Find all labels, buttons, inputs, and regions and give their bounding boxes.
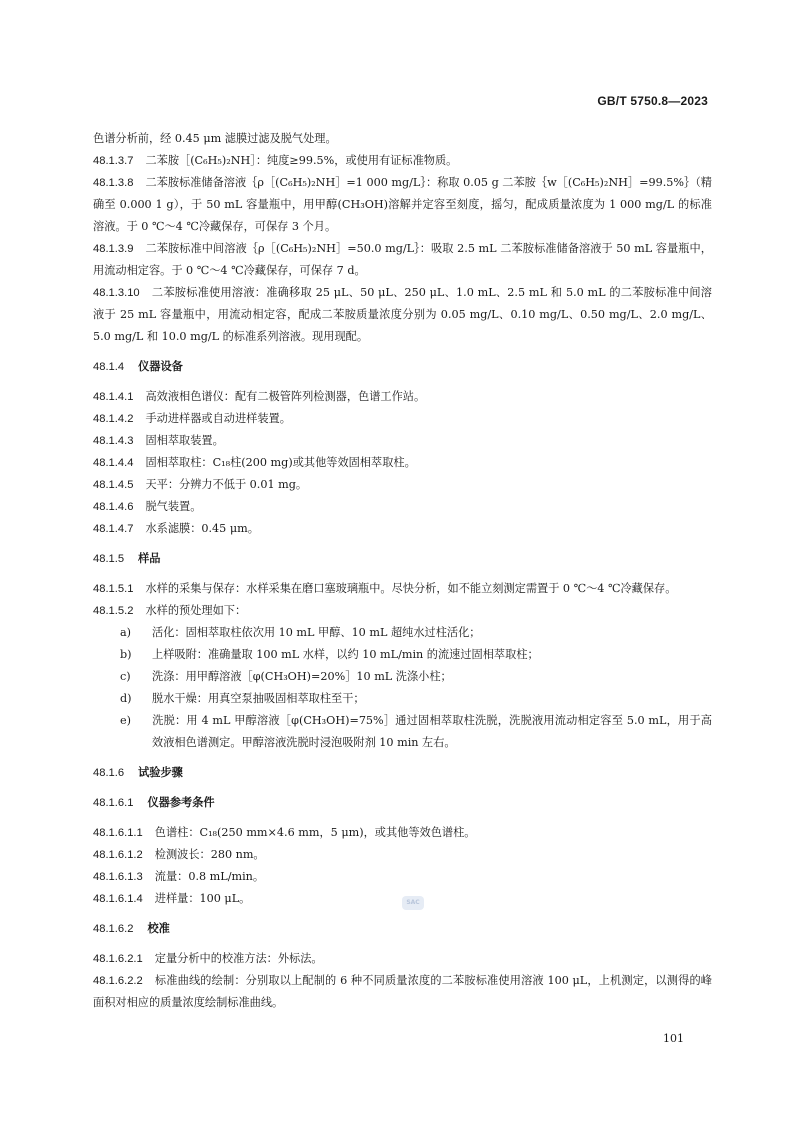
clause-48-1-4-2: 48.1.4.2 手动进样器或自动进样装置。 <box>93 412 291 425</box>
clause-48-1-4-5: 48.1.4.5 天平：分辨力不低于 0.01 mg。 <box>93 478 308 491</box>
section-heading-procedure: 48.1.6 试验步骤 <box>93 767 183 779</box>
clause-48-1-6-1-4: 48.1.6.1.4 进样量：100 μL。 <box>93 892 251 905</box>
clause-48-1-6-1-1: 48.1.6.1.1 色谱柱：C₁₈(250 mm×4.6 mm，5 μm)，或其他等效色谱柱。 <box>93 826 476 839</box>
clause-48-1-6-1-2: 48.1.6.1.2 检测波长：280 nm。 <box>93 848 265 861</box>
section-heading-samples: 48.1.5 样品 <box>93 553 161 565</box>
clause-48-1-6-1-3: 48.1.6.1.3 流量：0.8 mL/min。 <box>93 870 265 883</box>
clause-48-1-4-3: 48.1.4.3 固相萃取装置。 <box>93 434 224 447</box>
clause-48-1-4-4: 48.1.4.4 固相萃取柱：C₁₈柱(200 mg)或其他等效固相萃取柱。 <box>93 456 416 469</box>
clause-48-1-6-2-2: 48.1.6.2.2 标准曲线的绘制：分别取以上配制的 6 种不同质量浓度的二苯胺标准使用溶液 100 μL，上机测定，以测得的峰面积对相应的质量浓度绘制标准曲线。 <box>93 974 712 1009</box>
standard-header: GB/T 5750.8—2023 <box>597 94 708 108</box>
list-item: e) 洗脱：用 4 mL 甲醇溶液［φ(CH₃OH)=75%］通过固相萃取柱洗脱，洗脱液用流动相定容至 5.0 mL，用于高效液相色谱测定。甲醇溶液洗脱时浸泡吸附剂 10 min 左右。 <box>120 714 712 749</box>
sac-watermark-logo: SAC <box>402 896 424 910</box>
clause-48-1-5-2: 48.1.5.2 水样的预处理如下： <box>93 604 247 617</box>
clause-48-1-3-9: 48.1.3.9 二苯胺标准中间溶液｛ρ［(C₆H₅)₂NH］=50.0 mg/L｝：吸取 2.5 mL 二苯胺标准储备溶液于 50 mL 容量瓶中，用流动相定容。于 0 ℃～4 ℃冷藏保存，可保存 7 d。 <box>93 242 712 277</box>
clause-48-1-4-6: 48.1.4.6 脱气装置。 <box>93 500 202 513</box>
subsection-heading-instrument-conditions: 48.1.6.1 仪器参考条件 <box>93 797 215 809</box>
list-item: b) 上样吸附：准确量取 100 mL 水样，以约 10 mL/min 的流速过固相萃取柱； <box>120 648 539 661</box>
clause-48-1-3-7: 48.1.3.7 二苯胺［(C₆H₅)₂NH］：纯度≥99.5%，或使用有证标准物质。 <box>93 154 458 167</box>
clause-48-1-5-1: 48.1.5.1 水样的采集与保存：水样采集在磨口塞玻璃瓶中。尽快分析，如不能立刻测定需置于 0 ℃～4 ℃冷藏保存。 <box>93 582 677 595</box>
clause-48-1-4-7: 48.1.4.7 水系滤膜：0.45 μm。 <box>93 522 259 535</box>
list-item: d) 脱水干燥：用真空泵抽吸固相萃取柱至干； <box>120 692 365 705</box>
clause-48-1-3-10: 48.1.3.10 二苯胺标准使用溶液：准确移取 25 μL、50 μL、250 μL、1.0 mL、2.5 mL 和 5.0 mL 的二苯胺标准中间溶液于 25 mL 容量瓶中，用流动相定容，配成二苯胺质量浓度分别为 0.05 mg/L、0.10 mg/L、0.50 mg/L、2.0 mg/L、5.0 mg/L 和 10.0 mg/L 的标准系列溶液。现用现配。 <box>93 286 712 343</box>
section-heading-instruments: 48.1.4 仪器设备 <box>93 361 183 373</box>
list-item: c) 洗涤：用甲醇溶液［φ(CH₃OH)=20%］10 mL 洗涤小柱； <box>120 670 452 683</box>
page-number: 101 <box>663 1032 684 1045</box>
paragraph-continuation: 色谱分析前，经 0.45 μm 滤膜过滤及脱气处理。 <box>93 132 337 145</box>
subsection-heading-calibration: 48.1.6.2 校准 <box>93 923 170 935</box>
clause-48-1-4-1: 48.1.4.1 高效液相色谱仪：配有二极管阵列检测器，色谱工作站。 <box>93 390 426 403</box>
clause-48-1-3-8: 48.1.3.8 二苯胺标准储备溶液｛ρ［(C₆H₅)₂NH］=1 000 mg/L｝：称取 0.05 g 二苯胺｛w［(C₆H₅)₂NH］=99.5%｝（精确至 0.000 1 g），于 50 mL 容量瓶中，用甲醇(CH₃OH)溶解并定容至刻度，摇匀，配成质量浓度为 1 000 mg/L 的标准溶液。于 0 ℃～4 ℃冷藏保存，可保存 3 个月。 <box>93 176 712 233</box>
list-item: a) 活化：固相萃取柱依次用 10 mL 甲醇、10 mL 超纯水过柱活化； <box>120 626 481 639</box>
document-body <box>93 128 712 1014</box>
clause-48-1-6-2-1: 48.1.6.2.1 定量分析中的校准方法：外标法。 <box>93 952 323 965</box>
